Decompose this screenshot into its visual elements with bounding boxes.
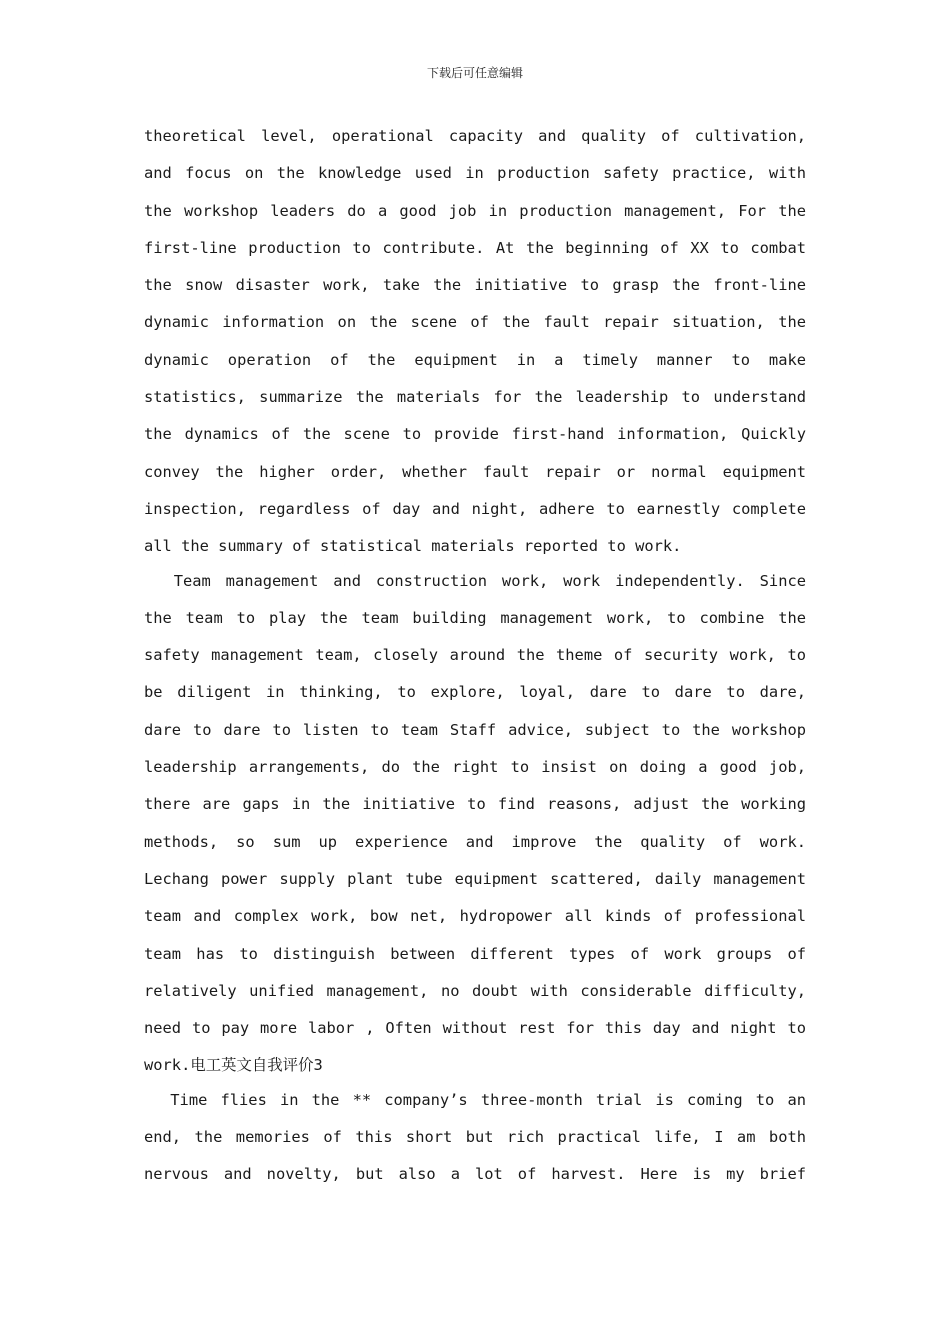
paragraph-1 (144, 118, 806, 566)
text-line: the snow disaster work, take the initiative to grasp the front-line (144, 276, 806, 295)
text-line: theoretical level, operational capacity and quality of cultivation, (144, 127, 806, 145)
text-line: Team management and construction work, work independently. Since (144, 571, 806, 590)
text-line: be diligent in thinking, to explore, loyal, dare to dare to dare, (144, 683, 806, 702)
document-body (144, 118, 806, 1194)
text-line: there are gaps in the initiative to find reasons, adjust the working (144, 795, 806, 814)
page-header: 下载后可任意编辑 (426, 66, 523, 80)
text-line: the team to play the team building management work, to combine the (144, 608, 806, 627)
text-line: nervous and novelty, but also a lot of harvest. Here is my brief (144, 1165, 806, 1184)
text-line: end, the memories of this short but rich practical life, I am both (144, 1128, 806, 1147)
text-line: relatively unified management, no doubt with considerable difficulty, (144, 981, 806, 1000)
text-line: work.电工英文自我评价3 (144, 1056, 323, 1075)
text-line: first-line production to contribute. At the beginning of XX to combat (144, 238, 806, 257)
text-line: Lechang power supply plant tube equipment scattered, daily management (144, 869, 806, 888)
text-line: inspection, regardless of day and night, adhere to earnestly complete (144, 499, 806, 518)
text-line: the dynamics of the scene to provide first-hand information, Quickly (144, 425, 806, 444)
text-line: dare to dare to listen to team Staff advice, subject to the workshop (144, 720, 806, 739)
text-line: leadership arrangements, do the right to insist on doing a good job, (144, 758, 806, 777)
text-line: and focus on the knowledge used in production safety practice, with (144, 164, 806, 183)
text-line: dynamic information on the scene of the fault repair situation, the (144, 313, 806, 332)
text-line: team has to distinguish between different types of work groups of (144, 944, 806, 963)
text-line: all the summary of statistical materials reported to work. (144, 537, 682, 556)
text-line: statistics, summarize the materials for the leadership to understand (144, 388, 806, 407)
paragraph-2 (144, 563, 806, 1085)
text-line: the workshop leaders do a good job in production management, For the (144, 201, 806, 220)
text-line: need to pay more labor , Often without rest for this day and night to (144, 1019, 806, 1038)
text-line: team and complex work, bow net, hydropower all kinds of professional (144, 907, 806, 926)
text-line: methods, so sum up experience and improve the quality of work. (144, 832, 806, 851)
paragraph-3 (144, 1082, 806, 1194)
text-line: safety management team, closely around the theme of security work, to (144, 646, 806, 665)
text-line: convey the higher order, whether fault repair or normal equipment (144, 462, 806, 481)
text-line: Time flies in the ** company’s three-month trial is coming to an (144, 1090, 806, 1109)
text-line: dynamic operation of the equipment in a timely manner to make (144, 350, 806, 369)
